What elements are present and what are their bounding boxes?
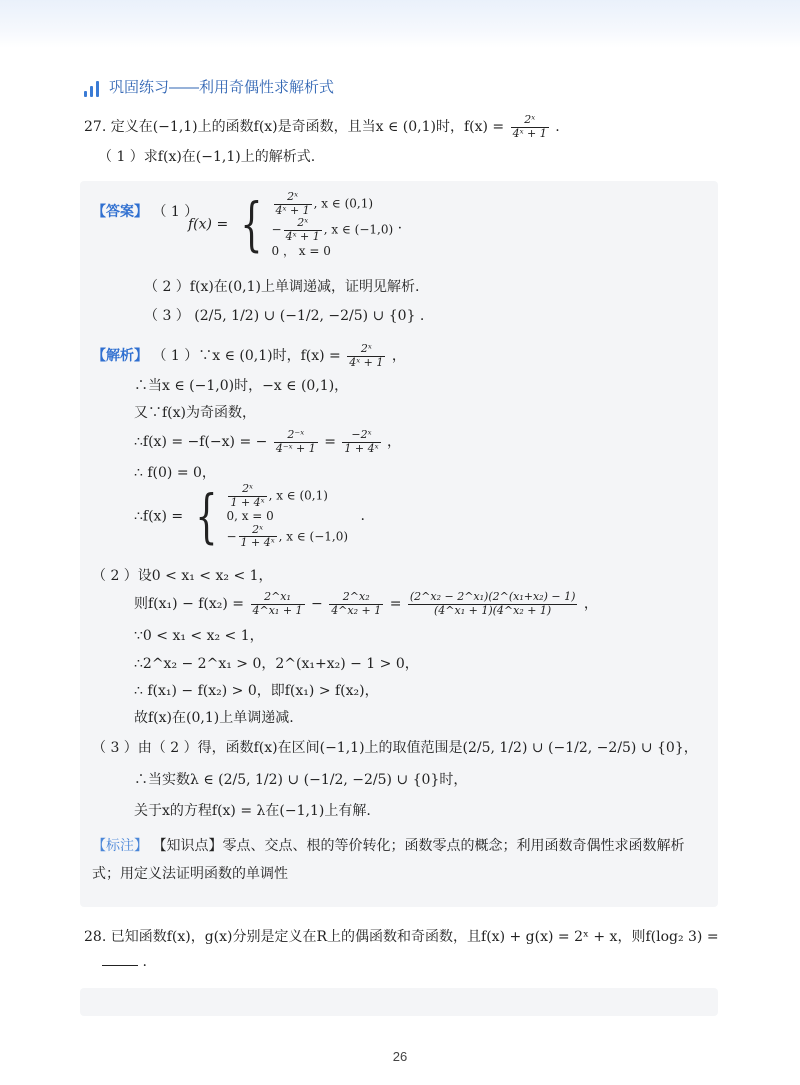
q28-answer-line	[102, 954, 147, 970]
numerator: 2ˣ	[274, 191, 312, 205]
analysis-l11: ∴ f(x₁) − f(x₂) > 0，即f(x₁) > f(x₂)，	[134, 683, 379, 699]
denominator: 1 + 4ˣ	[344, 441, 379, 455]
numerator: 2ˣ	[347, 343, 385, 357]
numerator: (2^x₂ − 2^x₁)(2^(x₁+x₂) − 1)	[409, 590, 576, 603]
q27-part1: （ 1 ）求f(x)在(−1,1)上的解析式.	[98, 149, 316, 165]
analysis-l1-text: （ 1 ）∵x ∈ (0,1)时，f(x) =	[152, 348, 341, 365]
denominator: (4^x₁ + 1)(4^x₂ + 1)	[433, 603, 552, 617]
note-text: 【知识点】零点、交点、根的等价转化；函数零点的概念；利用函数奇偶性求函数解析	[152, 838, 685, 854]
analysis-l6	[134, 483, 365, 550]
denominator: 1 + 4ˣ	[240, 536, 275, 550]
analysis-l13: （ 3 ）由（ 2 ）得，函数f(x)在区间(−1,1)上的取值范围是(2/5, 1/2) ∪ (−1/2, −2/5) ∪ {0}，	[92, 740, 698, 756]
analysis-tag: 【解析】	[92, 347, 148, 364]
analysis-l4-end: ，	[386, 434, 401, 451]
q28-stem-text: 已知函数f(x)，g(x)分别是定义在R上的偶函数和奇函数，且f(x) + g(x) = 2ˣ + x，则f(log₂ 3) =	[110, 929, 719, 945]
answer-tag-row	[92, 201, 198, 221]
numerator: 2^x₂	[329, 591, 383, 605]
case-row	[272, 217, 394, 243]
case-row: 0, x = 0	[226, 509, 274, 524]
numerator: 2ˣ	[511, 114, 549, 128]
denominator: 4ˣ + 1	[285, 229, 320, 243]
analysis-l15: 关于x的方程f(x) = λ在(−1,1)上有解.	[134, 803, 371, 819]
condition: , x ∈ (−1,0)	[278, 529, 349, 544]
analysis-cases	[226, 483, 348, 550]
analysis-l4	[134, 429, 401, 455]
condition: , x ∈ (0,1)	[313, 196, 374, 211]
page-number: 26	[392, 1049, 408, 1064]
q27-stem-end: .	[555, 119, 560, 136]
q28-number: 28.	[84, 929, 107, 945]
equals: =	[324, 434, 336, 451]
analysis-l4-text: ∴f(x) = −f(−x) = −	[134, 434, 268, 451]
answer-p2: （ 2 ）f(x)在(0,1)上单调递减，证明见解析.	[144, 279, 420, 295]
denominator: 4ˣ + 1	[349, 355, 384, 369]
analysis-l8-end: ，	[583, 596, 598, 613]
q27-fraction	[511, 114, 549, 140]
bar-chart-icon	[84, 81, 99, 97]
analysis-l1	[92, 343, 406, 369]
q27-stem-text: 定义在(−1,1)上的函数f(x)是奇函数，且当x ∈ (0,1)时，f(x) =	[110, 119, 505, 136]
analysis-l8-text: 则f(x₁) − f(x₂) =	[134, 596, 245, 613]
brace-icon: {	[240, 190, 263, 259]
sign: −	[271, 222, 282, 237]
analysis-l6-lhs: ∴f(x) =	[134, 508, 184, 525]
section-header	[84, 76, 334, 97]
denominator: 1 + 4ˣ	[230, 495, 265, 509]
numerator: −2ˣ	[342, 429, 380, 443]
q27-stem	[84, 114, 560, 140]
piecewise-brace	[233, 191, 394, 258]
minus: −	[311, 596, 323, 613]
solution-box	[80, 181, 718, 907]
denominator: 4⁻ˣ + 1	[275, 441, 316, 455]
sign: −	[226, 529, 237, 544]
analysis-l8	[134, 591, 598, 617]
analysis-l5: ∴ f(0) = 0，	[134, 465, 216, 481]
analysis-l6-end: .	[360, 508, 365, 525]
top-banner	[0, 0, 800, 48]
numerator: 2^x₁	[251, 591, 305, 605]
q28-stem	[84, 926, 719, 946]
piecewise-brace	[188, 483, 349, 550]
answer-p3-expr: (2/5, 1/2) ∪ (−1/2, −2/5) ∪ {0} .	[194, 308, 425, 324]
analysis-l10: ∴2^x₂ − 2^x₁ > 0，2^(x₁+x₂) − 1 > 0，	[134, 656, 419, 672]
section-title: 巩固练习——利用奇偶性求解析式	[109, 79, 335, 96]
answer-p1-label: （ 1 ）	[152, 204, 199, 220]
note-line1	[92, 835, 684, 855]
answer-p3-label: （ 3 ）	[144, 308, 190, 324]
case-row	[272, 191, 394, 217]
q27-number: 27.	[84, 119, 107, 136]
analysis-l12: 故f(x)在(0,1)上单调递减.	[134, 710, 294, 726]
numerator: 2ˣ	[228, 483, 266, 497]
numerator: 2ˣ	[284, 217, 322, 231]
case-row	[226, 483, 348, 509]
analysis-l1-end: ，	[391, 348, 406, 365]
numerator: 2ˣ	[239, 524, 277, 538]
answer-tag: 【答案】	[92, 203, 148, 219]
denominator: 4^x₁ + 1	[252, 603, 303, 617]
denominator: 4^x₂ + 1	[331, 603, 382, 617]
condition: , x ∈ (0,1)	[268, 488, 328, 503]
case-row	[226, 524, 348, 550]
analysis-l3: 又∵f(x)为奇函数，	[134, 405, 257, 421]
denominator: 4ˣ + 1	[512, 126, 547, 140]
analysis-l2: ∴当x ∈ (−1,0)时，−x ∈ (0,1)，	[134, 378, 349, 394]
brace-icon: {	[194, 482, 218, 551]
analysis-l7: （ 2 ）设0 < x₁ < x₂ < 1，	[92, 568, 273, 584]
numerator: 2⁻ˣ	[274, 429, 318, 443]
answer-p1-end: .	[397, 216, 403, 233]
equals: =	[389, 596, 402, 613]
answer-cases	[272, 191, 394, 258]
q28-solution-box	[80, 988, 718, 1016]
case-row: 0 ， x = 0	[271, 243, 331, 258]
answer-p1-lhs: f(x) =	[188, 216, 229, 233]
note-tag: 【标注】	[92, 837, 148, 853]
analysis-l14: ∴当实数λ ∈ (2/5, 1/2) ∪ (−1/2, −2/5) ∪ {0}时，	[134, 772, 468, 788]
denominator: 4ˣ + 1	[275, 203, 310, 217]
analysis-l9: ∵0 < x₁ < x₂ < 1，	[134, 628, 264, 644]
answer-blank[interactable]	[102, 965, 138, 966]
answer-p1-formula	[188, 191, 402, 258]
note-line2: 式；用定义法证明函数的单调性	[92, 866, 288, 882]
condition: , x ∈ (−1,0)	[323, 222, 394, 237]
q28-tail: .	[142, 954, 147, 970]
answer-p3	[144, 305, 424, 325]
